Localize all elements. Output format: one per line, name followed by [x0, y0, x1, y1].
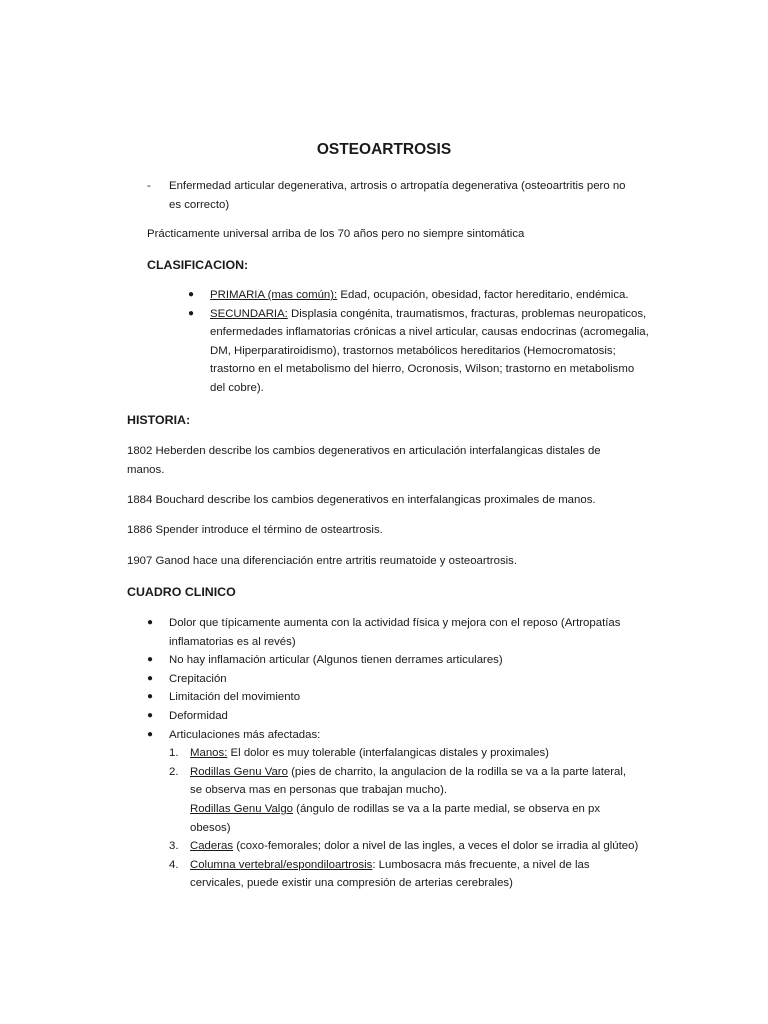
joints-list	[169, 744, 639, 893]
historia-heading: HISTORIA:	[127, 413, 191, 427]
intro-note: Prácticamente universal arriba de los 70 años pero no siempre sintomática	[147, 228, 525, 240]
list-item	[147, 707, 639, 726]
bullet-icon: ●	[147, 654, 154, 666]
joint-item	[169, 744, 639, 763]
joint-label: Columna vertebral/espondiloartrosis	[190, 858, 373, 871]
joint-label: Caderas	[190, 840, 234, 853]
joint-text: (coxo-femorales; dolor a nivel de las ingles, a veces el dolor se irradia al glúteo)	[233, 840, 639, 853]
intro-dash: -	[147, 180, 151, 192]
historia-entry: 1907 Ganod hace una diferenciación entre artritis reumatoide y osteoartrosis.	[127, 555, 518, 567]
joint-text: (pies de charrito, la angulacion de la rodilla se va a la parte lateral, se observa mas en personas que trabajan mucho).	[190, 765, 627, 797]
joint-label: Manos:	[190, 747, 228, 760]
joint-text: (ángulo de rodillas se va a la parte medial, se observa en px obesos)	[190, 802, 601, 834]
item-label: SECUNDARIA:	[210, 307, 288, 320]
intro-definition: Enfermedad articular degenerativa, artrosis o artropatía degenerativa (osteoartritis pero no es correcto)	[169, 180, 626, 211]
joint-number: 3.	[169, 840, 179, 853]
list-item	[147, 614, 639, 651]
joint-text: El dolor es muy tolerable (interfalangicas distales y proximales)	[227, 747, 549, 760]
list-item	[188, 305, 650, 398]
item-label: PRIMARIA (mas común):	[210, 289, 338, 301]
item-text: Limitación del movimiento	[169, 691, 301, 704]
item-text: Crepitación	[169, 672, 227, 685]
item-text: No hay inflamación articular (Algunos tienen derrames articulares)	[169, 654, 503, 667]
cuadro-clinico-list	[147, 614, 639, 893]
list-item	[147, 726, 639, 893]
list-item	[147, 651, 639, 670]
joint-label: Rodillas Genu Valgo	[190, 802, 293, 815]
item-text: Deformidad	[169, 709, 228, 722]
bullet-icon: ●	[147, 709, 154, 721]
clasificacion-list	[188, 286, 650, 398]
list-item	[188, 286, 650, 305]
page-title: OSTEOARTROSIS	[316, 141, 452, 158]
clasificacion-heading: CLASIFICACION:	[147, 258, 249, 272]
bullet-icon: ●	[147, 728, 154, 740]
joint-item	[169, 856, 639, 893]
item-text: Articulaciones más afectadas:	[169, 728, 321, 741]
bullet-icon: ●	[147, 672, 154, 684]
cuadro-clinico-heading: CUADRO CLINICO	[127, 585, 236, 599]
bullet-icon: ●	[147, 691, 154, 703]
historia-entry: 1886 Spender introduce el término de osteartrosis.	[127, 524, 383, 536]
bullet-icon: ●	[188, 307, 195, 319]
joint-item	[169, 837, 639, 856]
item-text: Edad, ocupación, obesidad, factor hereditario, endémica.	[337, 289, 629, 301]
joint-number: 2.	[169, 765, 179, 778]
joint-text: : Lumbosacra más frecuente, a nivel de las cervicales, puede existir una compresión de arterias cerebrales)	[190, 858, 590, 890]
list-item	[147, 688, 639, 707]
list-item	[147, 670, 639, 689]
joint-item	[169, 763, 639, 837]
historia-entry: 1802 Heberden describe los cambios degenerativos en articulación interfalangicas distales de manos.	[127, 445, 601, 476]
item-text: Displasia congénita, traumatismos, fracturas, problemas neuropaticos, enfermedades inflamatorias crónicas a nivel articular, causas endocrinas (acromegalia, DM, Hiperparatiroidismo), trastornos metabólicos hereditarios (Hemocromatosis; trastorno en el metabolismo del hierro, Ocronosis, Wilson; trastorno en metabolismo del cobre).	[210, 307, 649, 394]
joint-label: Rodillas Genu Varo	[190, 765, 288, 778]
joint-number: 1.	[169, 747, 179, 760]
historia-entry: 1884 Bouchard describe los cambios degenerativos en interfalangicas proximales de manos.	[127, 494, 596, 506]
bullet-icon: ●	[188, 289, 195, 300]
joint-number: 4.	[169, 858, 179, 871]
item-text: Dolor que típicamente aumenta con la actividad física y mejora con el reposo (Artropatías inflamatorias es al revés)	[169, 617, 621, 648]
bullet-icon: ●	[147, 617, 154, 628]
